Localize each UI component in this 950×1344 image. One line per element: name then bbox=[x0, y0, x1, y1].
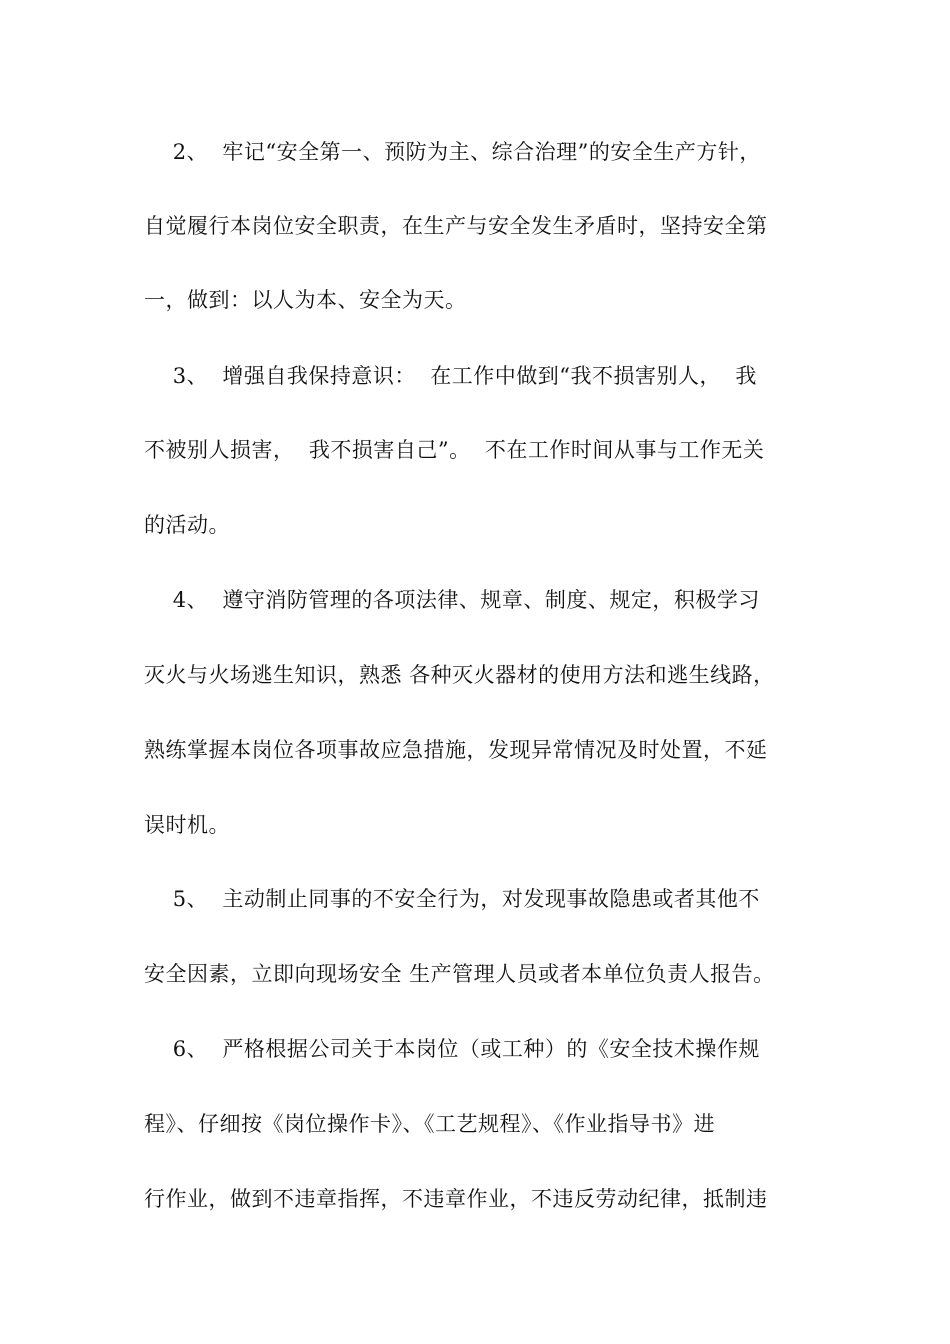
text-line: 熟练掌握本岗位各项事故应急措施，发现异常情况及时处置，不延 bbox=[144, 738, 768, 762]
text-line: 4、 遵守消防管理的各项法律、规章、制度、规定，积极学习 bbox=[144, 588, 760, 612]
text-line: 6、 严格根据公司关于本岗位（或工种）的《安全技术操作规 bbox=[144, 1037, 760, 1061]
text-line: 的活动。 bbox=[144, 513, 230, 537]
text-line: 误时机。 bbox=[144, 813, 230, 837]
text-line: 2、 牢记“安全第一、预防为主、综合治理”的安全生产方针， bbox=[144, 140, 761, 164]
text-line: 安全因素，立即向现场安全 生产管理人员或者本单位负责人报告。 bbox=[144, 962, 775, 986]
text-line: 3、 增强自我保持意识： 在工作中做到“我不损害别人， 我 bbox=[144, 364, 757, 388]
text-line: 自觉履行本岗位安全职责，在生产与安全发生矛盾时，坚持安全第 bbox=[144, 214, 768, 238]
text-line: 灭火与火场逃生知识，熟悉 各种灭火器材的使用方法和逃生线路， bbox=[144, 663, 775, 687]
text-line: 不被别人损害， 我不损害自己”。 不在工作时间从事与工作无关 bbox=[144, 438, 765, 462]
text-line: 程》、仔细按《岗位操作卡》、《工艺规程》、《作业指导书》进 bbox=[144, 1112, 715, 1136]
text-line: 5、 主动制止同事的不安全行为，对发现事故隐患或者其他不 bbox=[144, 887, 760, 911]
text-line: 行作业，做到不违章指挥，不违章作业，不违反劳动纪律，抵制违 bbox=[144, 1187, 768, 1211]
text-line: 一，做到：以人为本、安全为天。 bbox=[144, 288, 467, 312]
